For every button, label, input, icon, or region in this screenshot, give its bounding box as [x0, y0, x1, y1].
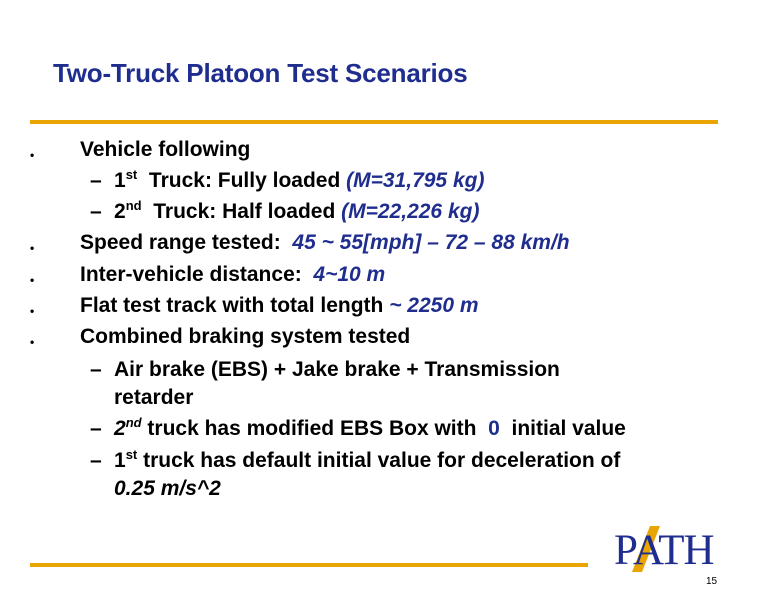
bullet-speed-range: Speed range tested: 45 ~ 55[mph] – 72 – 88 km/h [80, 231, 570, 254]
path-logo [596, 522, 726, 574]
sub-bullet-truck1-default: 1st truck has default initial value for deceleration of [114, 447, 621, 472]
dash-icon: – [90, 358, 102, 381]
bullet-icon: • [30, 335, 35, 349]
sub-bullet-truck2-load: 2nd Truck: Half loaded (M=22,226 kg) [114, 198, 480, 223]
sub-bullet-truck2-ebs: 2nd truck has modified EBS Box with 0 initial value [114, 415, 626, 440]
top-divider [30, 120, 718, 124]
sub-bullet-air-brake: Air brake (EBS) + Jake brake + Transmission [114, 358, 560, 381]
slide-title: Two-Truck Platoon Test Scenarios [53, 58, 468, 88]
bullet-icon: • [30, 273, 35, 287]
bullet-vehicle-following: Vehicle following [80, 138, 251, 161]
bullet-icon: • [30, 148, 35, 162]
bottom-divider [30, 563, 588, 567]
sub-bullet-air-brake-cont: retarder [114, 386, 194, 409]
bullet-test-track: Flat test track with total length ~ 2250 m [80, 294, 479, 317]
bullet-icon: • [30, 241, 35, 255]
sub-bullet-deceleration-value: 0.25 m/s^2 [114, 477, 221, 500]
page-number: 15 [706, 576, 718, 587]
sub-bullet-truck1-load: 1st Truck: Fully loaded (M=31,795 kg) [114, 167, 485, 192]
dash-icon: – [90, 417, 102, 440]
bullet-inter-vehicle-distance: Inter-vehicle distance: 4~10 m [80, 263, 386, 286]
bullet-icon: • [30, 304, 35, 318]
bullet-braking-system: Combined braking system tested [80, 325, 411, 348]
dash-icon: – [90, 169, 102, 192]
logo-text: PATH [614, 527, 714, 574]
dash-icon: – [90, 200, 102, 223]
dash-icon: – [90, 449, 102, 472]
